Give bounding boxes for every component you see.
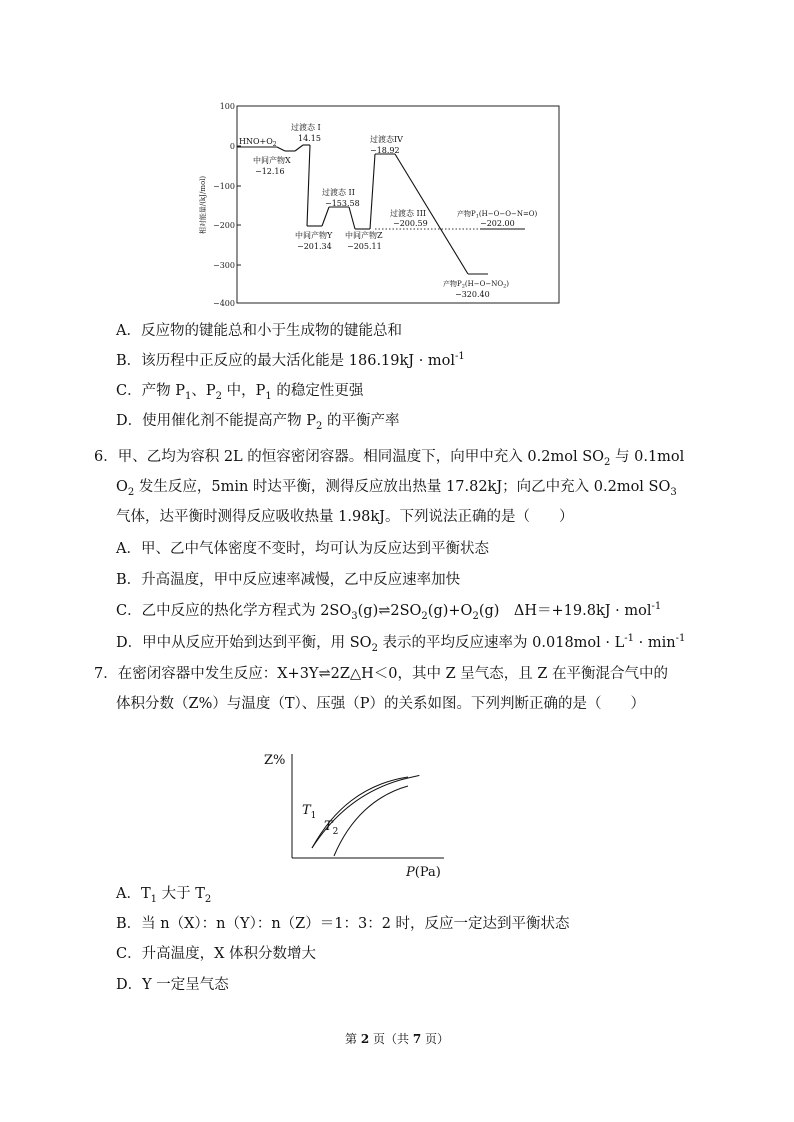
y-tick-label: 100 — [219, 102, 235, 111]
y-tick-label: 0 — [229, 142, 235, 151]
q6-option-a: A．甲、乙中气体密度不变时，均可认为反应达到平衡状态 — [116, 541, 489, 557]
inty-label: 中间产物Y — [295, 231, 333, 240]
y-tick-label: −400 — [213, 299, 235, 308]
x-axis-label: P(Pa) — [406, 865, 441, 880]
q7-stem-line2: 体积分数（Z%）与温度（T）、压强（P）的关系如图。下列判断正确的是（ ） — [116, 696, 646, 712]
q7-option-d: D．Y 一定呈气态 — [116, 977, 229, 993]
page-total: 7 — [412, 1032, 422, 1046]
ts1-value: 14.15 — [298, 134, 321, 143]
curve-t1 — [312, 776, 419, 849]
y-axis-label: 相对能量/(kJ/mol) — [199, 175, 207, 235]
y-ticks — [237, 106, 241, 303]
ts1-label: 过渡态 I — [291, 123, 321, 132]
energy-profile-diagram — [195, 100, 565, 310]
ts3-value: −200.59 — [393, 219, 428, 228]
q7-option-a: A．$T_1$ 大于 $T_2$ — [116, 886, 212, 905]
q6-option-c: C．乙中反应的热化学方程式为 $2SO_3(g)\rightleftharpoons 2SO_2(g)+O_2(g)$ ΔH＝+19.8kJ · mol$^{-1}$ — [116, 601, 662, 622]
q7-stem-line1: 7．在密闭容器中发生反应：X+3Y⇌2Z△H＜0，其中 Z 呈气态，且 Z 在平衡混合气中的 — [94, 666, 669, 682]
p1-label: 产物$P_1(H-O-O-N=O)$ — [457, 210, 538, 220]
q6-stem-line1: 6．甲、乙均为容积 2L 的恒容密闭容器。相同温度下，向甲中充入 0.2mol $SO_2$ 与 0.1mol — [94, 449, 685, 468]
y-axis-label: Z% — [264, 753, 286, 768]
q5-option-a: A．反应物的键能总和小于生成物的键能总和 — [116, 323, 402, 339]
y-tick-label: −300 — [213, 261, 235, 270]
inty-value: −201.34 — [297, 242, 332, 251]
intx-value: −12.16 — [255, 167, 285, 176]
ts4-label: 过渡态IV — [370, 135, 403, 144]
reactant-label: $HNO+O_2$ — [239, 137, 277, 148]
ts4-value: −18.92 — [370, 146, 400, 155]
q6-option-d: D．甲中从反应开始到达到平衡，用 $SO_2$ 表示的平均反应速率为 $0.018mol \cdot L^{-1} \cdot \min^{-1}$ — [116, 633, 686, 654]
t1-label: $T_1$ — [302, 803, 317, 821]
q6-stem-line2: $O_2$ 发生反应，5min 时达平衡，测得反应放出热量 17.82kJ；向乙中充入 0.2mol $SO_3$ — [116, 479, 677, 498]
q6-option-b: B．升高温度，甲中反应速率减慢，乙中反应速率加快 — [116, 572, 461, 588]
ts2-value: −153.58 — [325, 199, 360, 208]
ts3-label: 过渡态 III — [390, 209, 427, 218]
p2-value: −320.40 — [455, 290, 490, 299]
intz-label: 中间产物Z — [345, 231, 383, 240]
intz-value: −205.11 — [347, 242, 382, 251]
z-percent-vs-pressure-graph — [258, 740, 458, 885]
curve-t1-main — [312, 777, 408, 848]
curve-t2 — [334, 786, 408, 856]
q7-option-c: C．升高温度，X 体积分数增大 — [116, 946, 317, 962]
q5-option-d: D．使用催化剂不能提高产物 $P_2$ 的平衡产率 — [116, 413, 400, 432]
y-tick-label: −200 — [213, 221, 235, 230]
q6-stem-line3: 气体，达平衡时测得反应吸收热量 1.98kJ。下列说法正确的是（ ） — [116, 509, 574, 525]
page-footer: 第 2 页（共 7 页） — [344, 1032, 449, 1046]
page-number: 2 — [360, 1032, 370, 1046]
p1-value: −202.00 — [480, 219, 515, 228]
p2-label: 产物$P_2(H-O-NO_2)$ — [443, 280, 509, 290]
ts2-label: 过渡态 II — [322, 188, 355, 197]
q5-option-c: C．产物 $P_1$、$P_2$ 中，$P_1$ 的稳定性更强 — [116, 383, 364, 402]
t2-label: $T_2$ — [324, 819, 339, 837]
y-tick-label: −100 — [213, 182, 235, 191]
intx-label: 中间产物X — [253, 156, 291, 165]
q7-option-b: B．当 n（X）：n（Y）：n（Z）＝1：3：2 时，反应一定达到平衡状态 — [116, 916, 570, 932]
q5-option-b: B．该历程中正反应的最大活化能是 186.19kJ · mol$^{-1}$ — [116, 351, 465, 369]
